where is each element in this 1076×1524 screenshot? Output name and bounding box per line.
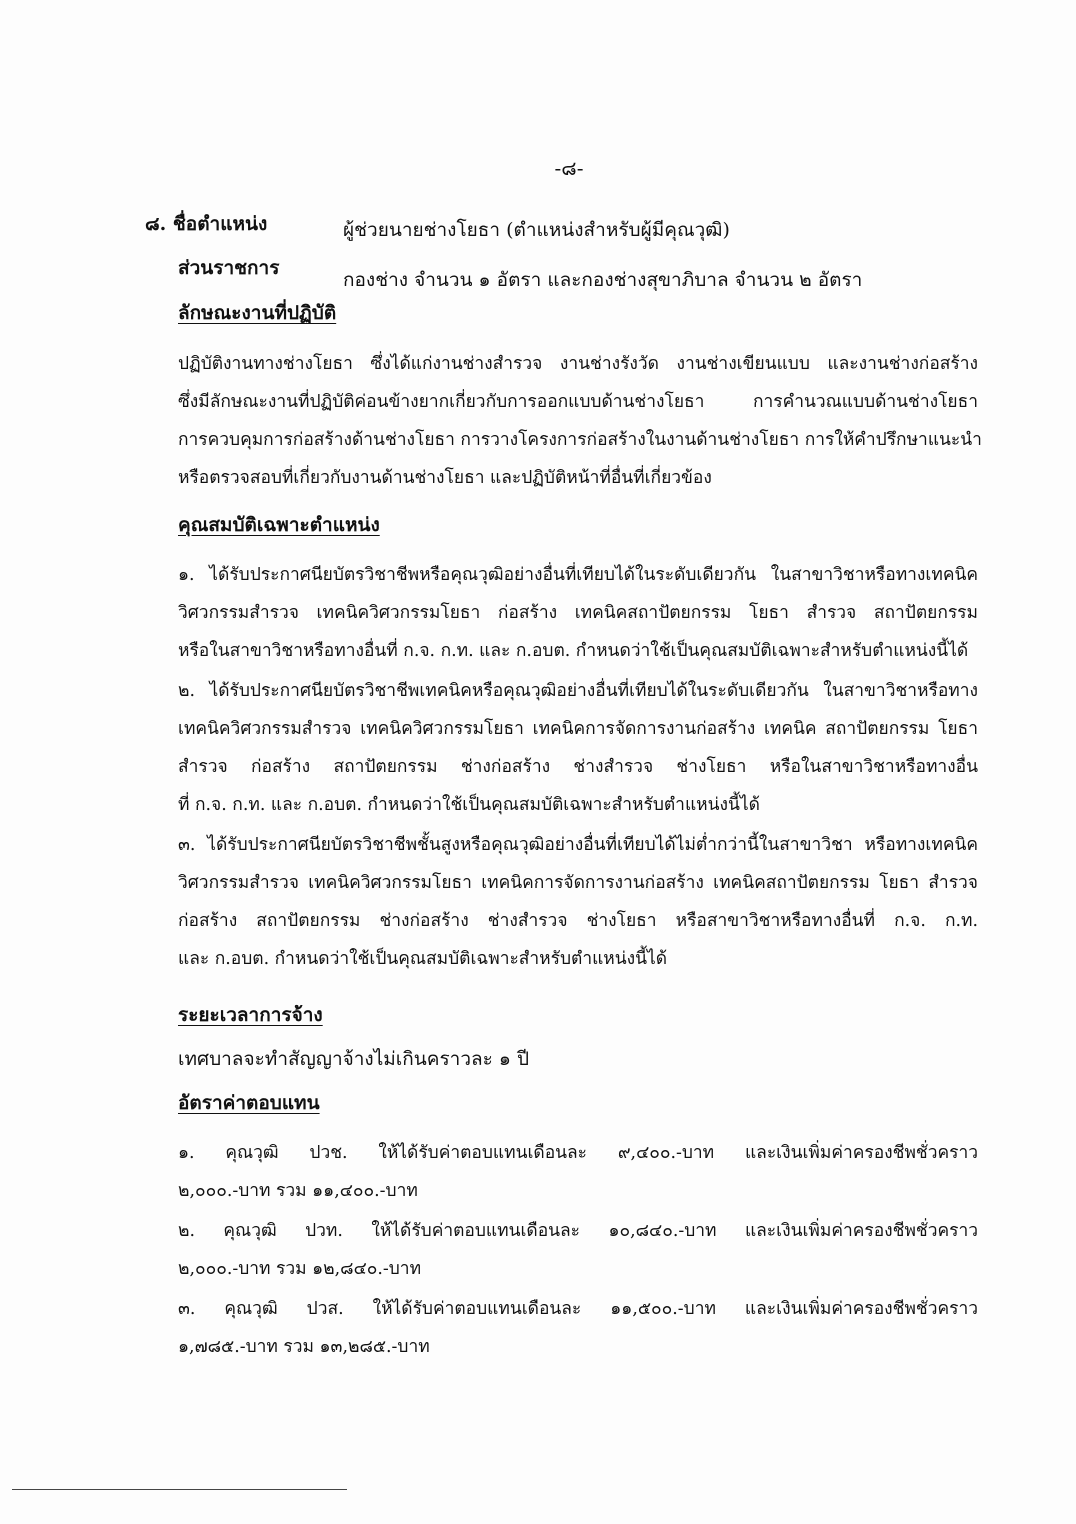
qualification-line: ก่อสร้าง สถาปัตยกรรม ช่างก่อสร้าง ช่างสำรวจ ช่างโยธา หรือสาขาวิชาหรือทางอื่นที่ ก.จ. ก.ท.: [178, 911, 978, 931]
compensation-line: ๑,๗๘๕.-บาท รวม ๑๓,๒๘๕.-บาท: [178, 1337, 430, 1357]
department-label: ส่วนราชการ: [178, 257, 280, 279]
compensation-line: ๒,๐๐๐.-บาท รวม ๑๒,๘๔๐.-บาท: [178, 1259, 422, 1279]
qualification-item-1: [178, 556, 978, 670]
employment-period-text: เทศบาลจะทำสัญญาจ้างไม่เกินคราวละ ๑ ปี: [178, 1048, 530, 1070]
qualification-line: ที่ ก.จ. ก.ท. และ ก.อบต. กำหนดว่าใช้เป็นคุณสมบัติเฉพาะสำหรับตำแหน่งนี้ได้: [178, 795, 760, 815]
compensation-item-1: [178, 1134, 978, 1210]
job-nature-paragraph: [178, 345, 982, 497]
department-value: กองช่าง จำนวน ๑ อัตรา และกองช่างสุขาภิบาล จำนวน ๒ อัตรา: [343, 269, 863, 291]
qualification-item-3: [178, 826, 978, 978]
qualification-line: และ ก.อบต. กำหนดว่าใช้เป็นคุณสมบัติเฉพาะสำหรับตำแหน่งนี้ได้: [178, 949, 668, 969]
compensation-item-3: [178, 1290, 978, 1366]
job-nature-line: ปฏิบัติงานทางช่างโยธา ซึ่งได้แก่งานช่างสำรวจ งานช่างรังวัด งานช่างเขียนแบบ และงานช่างก่อสร้าง: [178, 354, 978, 374]
job-nature-line: ซึ่งมีลักษณะงานที่ปฏิบัติค่อนข้างยากเกี่ยวกับการออกแบบด้านช่างโยธา การคำนวณแบบด้านช่างโยธา: [178, 392, 978, 412]
compensation-line: ๑. คุณวุฒิ ปวช. ให้ได้รับค่าตอบแทนเดือนละ ๙,๔๐๐.-บาท และเงินเพิ่มค่าครองชีพชั่วคราว: [178, 1143, 978, 1163]
position-label: ๘. ชื่อตำแหน่ง: [145, 213, 268, 235]
qualification-line: เทคนิควิศวกรรมสำรวจ เทคนิควิศวกรรมโยธา เทคนิคการจัดการงานก่อสร้าง เทคนิค สถาปัตยกรรม โยธา: [178, 719, 978, 739]
compensation-item-2: [178, 1212, 978, 1288]
job-nature-line: การควบคุมการก่อสร้างด้านช่างโยธา การวางโครงการก่อสร้างในงานด้านช่างโยธา การให้คำปรึกษาแนะนำ: [178, 430, 982, 450]
job-nature-heading: ลักษณะงานที่ปฏิบัติ: [178, 302, 337, 324]
position-value: ผู้ช่วยนายช่างโยธา (ตำแหน่งสำหรับผู้มีคุณวุฒิ): [343, 219, 730, 241]
compensation-line: ๒,๐๐๐.-บาท รวม ๑๑,๔๐๐.-บาท: [178, 1181, 418, 1201]
qualification-line: ๒. ได้รับประกาศนียบัตรวิชาชีพเทคนิคหรือคุณวุฒิอย่างอื่นที่เทียบได้ในระดับเดียวกัน ในสาขาวิชาหรือทาง: [178, 681, 978, 701]
qualification-line: หรือในสาขาวิชาหรือทางอื่นที่ ก.จ. ก.ท. และ ก.อบต. กำหนดว่าใช้เป็นคุณสมบัติเฉพาะสำหรับตำแหน่งนี้ได้: [178, 641, 969, 661]
employment-period-heading: ระยะเวลาการจ้าง: [178, 1004, 323, 1026]
qualification-item-2: [178, 672, 978, 824]
qualifications-heading: คุณสมบัติเฉพาะตำแหน่ง: [178, 514, 380, 536]
page-number: -๘-: [554, 156, 584, 180]
qualification-line: ๓. ได้รับประกาศนียบัตรวิชาชีพชั้นสูงหรือคุณวุฒิอย่างอื่นที่เทียบได้ไม่ต่ำกว่านี้ในสาขาวิชา หรือทางเทคนิค: [178, 835, 978, 855]
compensation-line: ๓. คุณวุฒิ ปวส. ให้ได้รับค่าตอบแทนเดือนละ ๑๑,๕๐๐.-บาท และเงินเพิ่มค่าครองชีพชั่วคราว: [178, 1299, 978, 1319]
job-nature-line: หรือตรวจสอบที่เกี่ยวกับงานด้านช่างโยธา และปฏิบัติหน้าที่อื่นที่เกี่ยวข้อง: [178, 468, 712, 488]
qualification-line: ๑. ได้รับประกาศนียบัตรวิชาชีพหรือคุณวุฒิอย่างอื่นที่เทียบได้ในระดับเดียวกัน ในสาขาวิชาหรือทางเทคนิค: [178, 565, 978, 585]
qualification-line: วิศวกรรมสำรวจ เทคนิควิศวกรรมโยธา ก่อสร้าง เทคนิคสถาปัตยกรรม โยธา สำรวจ สถาปัตยกรรม: [178, 603, 978, 623]
compensation-heading: อัตราค่าตอบแทน: [178, 1092, 320, 1114]
qualification-line: วิศวกรรมสำรวจ เทคนิควิศวกรรมโยธา เทคนิคการจัดการงานก่อสร้าง เทคนิคสถาปัตยกรรม โยธา สำรวจ: [178, 873, 978, 893]
compensation-line: ๒. คุณวุฒิ ปวท. ให้ได้รับค่าตอบแทนเดือนละ ๑๐,๘๔๐.-บาท และเงินเพิ่มค่าครองชีพชั่วคราว: [178, 1221, 978, 1241]
qualification-line: สำรวจ ก่อสร้าง สถาปัตยกรรม ช่างก่อสร้าง ช่างสำรวจ ช่างโยธา หรือในสาขาวิชาหรือทางอื่น: [178, 757, 978, 777]
footer-divider: [12, 1489, 347, 1490]
